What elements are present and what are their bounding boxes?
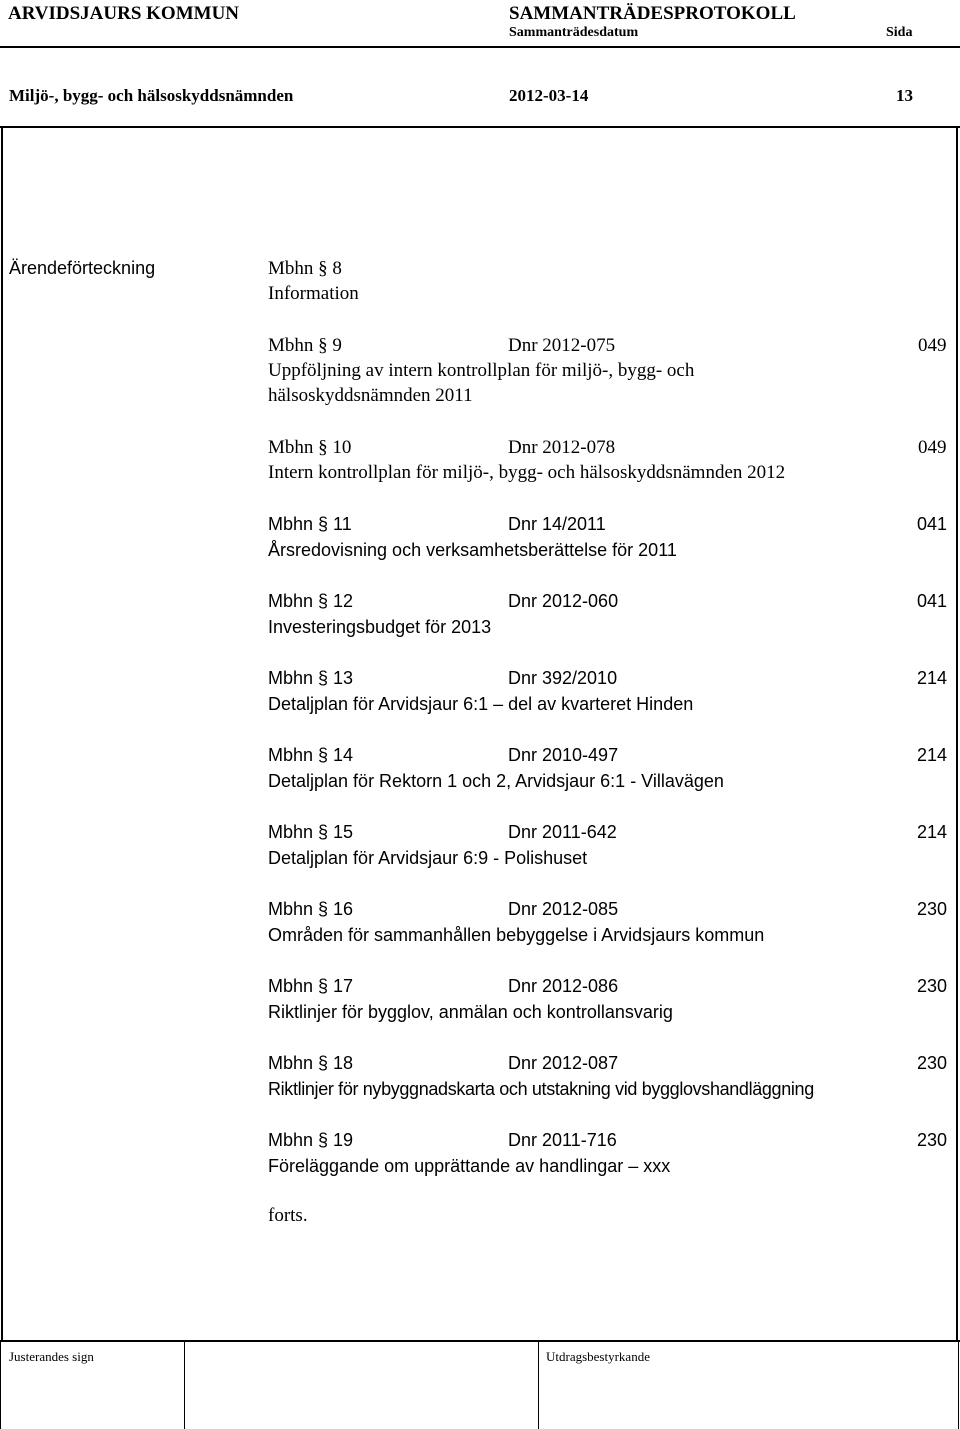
- continued-note: forts.: [268, 1205, 308, 1226]
- item-ref: Mbhn § 8: [268, 258, 342, 279]
- item-ref: Mbhn § 11: [268, 514, 352, 534]
- item-code: 230: [917, 899, 948, 919]
- item-title-continued: hälsoskyddsnämnden 2011: [268, 385, 473, 406]
- item-title: Områden för sammanhållen bebyggelse i Arvidsjaurs kommun: [268, 925, 765, 945]
- item-title: Information: [268, 283, 359, 304]
- item-title: Detaljplan för Rektorn 1 och 2, Arvidsjaur 6:1 - Villavägen: [268, 771, 724, 791]
- item-dnr: Dnr 2012-078: [508, 437, 616, 458]
- frame-top: [0, 126, 960, 128]
- item-title: Föreläggande om upprättande av handlingar – xxx: [268, 1156, 671, 1176]
- item-code: 041: [917, 514, 948, 534]
- item-ref: Mbhn § 19: [268, 1130, 354, 1150]
- item-dnr: Dnr 2012-060: [508, 591, 619, 611]
- item-ref: Mbhn § 10: [268, 437, 352, 458]
- item-code: 230: [917, 976, 948, 996]
- item-dnr: Dnr 392/2010: [508, 668, 618, 688]
- extract-certification-label: Utdragsbestyrkande: [546, 1349, 650, 1364]
- item-dnr: Dnr 2012-087: [508, 1053, 619, 1073]
- item-ref: Mbhn § 17: [268, 976, 354, 996]
- document-type: SAMMANTRÄDESPROTOKOLL: [509, 3, 796, 24]
- item-dnr: Dnr 2012-075: [508, 335, 616, 356]
- register-heading: Ärendeförteckning: [9, 258, 156, 278]
- footer-divider: [184, 1340, 185, 1429]
- page-number: 13: [896, 86, 913, 105]
- item-dnr: Dnr 2010-497: [508, 745, 619, 765]
- item-title: Intern kontrollplan för miljö-, bygg- och hälsoskyddsnämnden 2012: [268, 462, 786, 483]
- item-ref: Mbhn § 13: [268, 668, 354, 688]
- item-title: Detaljplan för Arvidsjaur 6:9 - Polishuset: [268, 848, 588, 868]
- item-code: 230: [917, 1130, 948, 1150]
- item-title: Riktlinjer för nybyggnadskarta och utstakning vid bygglovshandläggning: [268, 1079, 814, 1099]
- item-code: 049: [918, 335, 947, 356]
- item-ref: Mbhn § 9: [268, 335, 342, 356]
- item-title: Detaljplan för Arvidsjaur 6:1 – del av kvarteret Hinden: [268, 694, 694, 714]
- item-title: Uppföljning av intern kontrollplan för miljö-, bygg- och: [268, 360, 695, 381]
- page-label: Sida: [886, 25, 913, 40]
- frame-left: [1, 126, 3, 1342]
- frame-right: [956, 126, 958, 1342]
- footer-left-border: [0, 1340, 1, 1429]
- item-ref: Mbhn § 12: [268, 591, 354, 611]
- item-ref: Mbhn § 14: [268, 745, 354, 765]
- item-ref: Mbhn § 16: [268, 899, 354, 919]
- item-title: Investeringsbudget för 2013: [268, 617, 492, 637]
- municipality-name: ARVIDSJAURS KOMMUN: [8, 3, 240, 24]
- item-ref: Mbhn § 18: [268, 1053, 354, 1073]
- meeting-date-label: Sammanträdesdatum: [509, 25, 639, 40]
- footer-right-border: [958, 1340, 959, 1429]
- board-name: Miljö-, bygg- och hälsoskyddsnämnden: [9, 86, 294, 105]
- footer-divider: [538, 1340, 539, 1429]
- item-code: 214: [917, 822, 948, 842]
- item-dnr: Dnr 2012-086: [508, 976, 619, 996]
- header-divider: [0, 46, 960, 48]
- item-dnr: Dnr 2011-716: [508, 1130, 617, 1150]
- meeting-date: 2012-03-14: [509, 86, 589, 105]
- item-title: Årsredovisning och verksamhetsberättelse för 2011: [268, 540, 677, 560]
- item-code: 041: [917, 591, 948, 611]
- item-code: 230: [917, 1053, 948, 1073]
- item-code: 214: [917, 745, 948, 765]
- item-title: Riktlinjer för bygglov, anmälan och kontrollansvarig: [268, 1002, 673, 1022]
- item-dnr: Dnr 14/2011: [508, 514, 606, 534]
- item-dnr: Dnr 2011-642: [508, 822, 617, 842]
- frame-bottom: [0, 1340, 960, 1342]
- item-dnr: Dnr 2012-085: [508, 899, 619, 919]
- signature-label: Justerandes sign: [9, 1349, 94, 1364]
- item-ref: Mbhn § 15: [268, 822, 354, 842]
- item-code: 214: [917, 668, 948, 688]
- item-code: 049: [918, 437, 947, 458]
